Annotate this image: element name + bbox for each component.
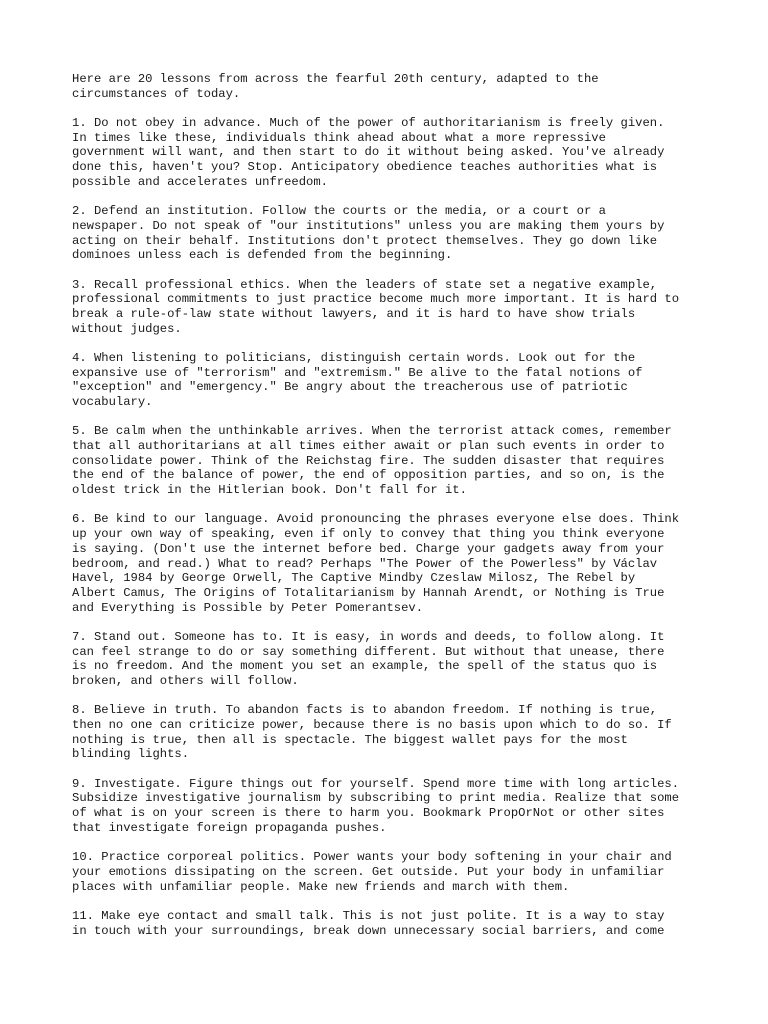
- text-line: in touch with your surroundings, break down unnecessary social barriers, and come: [72, 923, 665, 938]
- document-body: [72, 72, 712, 953]
- text-line: is no freedom. And the moment you set an example, the spell of the status quo is: [72, 659, 658, 674]
- text-line: can feel strange to do or say something different. But without that unease, there: [72, 644, 665, 659]
- text-line: oldest trick in the Hitlerian book. Don't fall for it.: [72, 483, 467, 498]
- lesson-paragraph-6: [72, 512, 712, 615]
- text-line: 5. Be calm when the unthinkable arrives. When the terrorist attack comes, remember: [72, 424, 672, 439]
- text-line: 11. Make eye contact and small talk. This is not just polite. It is a way to stay: [72, 908, 665, 923]
- lesson-paragraph-9: [72, 777, 712, 836]
- text-line: is saying. (Don't use the internet before bed. Charge your gadgets away from your: [72, 541, 665, 556]
- lesson-paragraph-11: [72, 909, 712, 938]
- text-line: the end of the balance of power, the end of opposition parties, and so on, is the: [72, 468, 665, 483]
- text-line: dominoes unless each is defended from the beginning.: [72, 248, 453, 263]
- lesson-paragraph-1: [72, 116, 712, 190]
- text-line: nothing is true, then all is spectacle. The biggest wallet pays for the most: [72, 732, 628, 747]
- intro-paragraph: [72, 72, 712, 101]
- text-line: "exception" and "emergency." Be angry about the treacherous use of patriotic: [72, 380, 628, 395]
- text-line: vocabulary.: [72, 395, 153, 410]
- text-line: 9. Investigate. Figure things out for yourself. Spend more time with long articles.: [72, 776, 680, 791]
- text-line: 8. Believe in truth. To abandon facts is to abandon freedom. If nothing is true,: [72, 703, 658, 718]
- text-line: 2. Defend an institution. Follow the courts or the media, or a court or a: [72, 204, 606, 219]
- text-line: your emotions dissipating on the screen. Get outside. Put your body in unfamiliar: [72, 864, 665, 879]
- text-line: 4. When listening to politicians, distinguish certain words. Look out for the: [72, 350, 636, 365]
- text-line: expansive use of "terrorism" and "extremism." Be alive to the fatal notions of: [72, 365, 643, 380]
- text-line: possible and accelerates unfreedom.: [72, 174, 328, 189]
- text-line: 7. Stand out. Someone has to. It is easy, in words and deeds, to follow along. It: [72, 629, 665, 644]
- text-line: Subsidize investigative journalism by subscribing to print media. Realize that some: [72, 791, 680, 806]
- text-line: Havel, 1984 by George Orwell, The Captive Mindby Czeslaw Milosz, The Rebel by: [72, 571, 636, 586]
- text-line: circumstances of today.: [72, 86, 241, 101]
- text-line: newspaper. Do not speak of "our institutions" unless you are making them yours by: [72, 218, 665, 233]
- lesson-paragraph-10: [72, 850, 712, 894]
- text-line: places with unfamiliar people. Make new friends and march with them.: [72, 879, 570, 894]
- text-line: 3. Recall professional ethics. When the leaders of state set a negative example,: [72, 277, 658, 292]
- text-line: and Everything is Possible by Peter Pomerantsev.: [72, 600, 424, 615]
- text-line: then no one can criticize power, because there is no basis upon which to do so. If: [72, 718, 672, 733]
- text-line: Here are 20 lessons from across the fearful 20th century, adapted to the: [72, 72, 599, 86]
- text-line: of what is on your screen is there to harm you. Bookmark PropOrNot or other sites: [72, 806, 665, 821]
- text-line: that all authoritarians at all times either await or plan such events in order to: [72, 439, 665, 454]
- text-line: up your own way of speaking, even if only to convey that thing you think everyone: [72, 527, 665, 542]
- text-line: 10. Practice corporeal politics. Power wants your body softening in your chair and: [72, 850, 672, 865]
- lesson-paragraph-4: [72, 351, 712, 410]
- text-line: 6. Be kind to our language. Avoid pronouncing the phrases everyone else does. Think: [72, 512, 680, 527]
- text-line: broken, and others will follow.: [72, 674, 299, 689]
- text-line: In times like these, individuals think ahead about what a more repressive: [72, 130, 606, 145]
- lesson-paragraph-5: [72, 424, 712, 498]
- text-line: 1. Do not obey in advance. Much of the power of authoritarianism is freely given.: [72, 116, 665, 130]
- text-line: consolidate power. Think of the Reichstag fire. The sudden disaster that requires: [72, 453, 665, 468]
- text-line: professional commitments to just practice become much more important. It is hard to: [72, 292, 680, 307]
- lesson-paragraph-7: [72, 630, 712, 689]
- text-line: blinding lights.: [72, 747, 190, 762]
- lesson-paragraph-8: [72, 703, 712, 762]
- text-line: break a rule-of-law state without lawyers, and it is hard to have show trials: [72, 306, 636, 321]
- text-line: Albert Camus, The Origins of Totalitarianism by Hannah Arendt, or Nothing is True: [72, 585, 665, 600]
- text-line: acting on their behalf. Institutions don't protect themselves. They go down like: [72, 233, 658, 248]
- text-line: bedroom, and read.) What to read? Perhaps "The Power of the Powerless" by Václav: [72, 556, 658, 571]
- lesson-paragraph-3: [72, 278, 712, 337]
- lesson-paragraph-2: [72, 204, 712, 263]
- text-line: that investigate foreign propaganda pushes.: [72, 820, 387, 835]
- text-line: done this, haven't you? Stop. Anticipatory obedience teaches authorities what is: [72, 160, 658, 175]
- text-line: government will want, and then start to do it without being asked. You've already: [72, 145, 665, 160]
- text-line: without judges.: [72, 321, 182, 336]
